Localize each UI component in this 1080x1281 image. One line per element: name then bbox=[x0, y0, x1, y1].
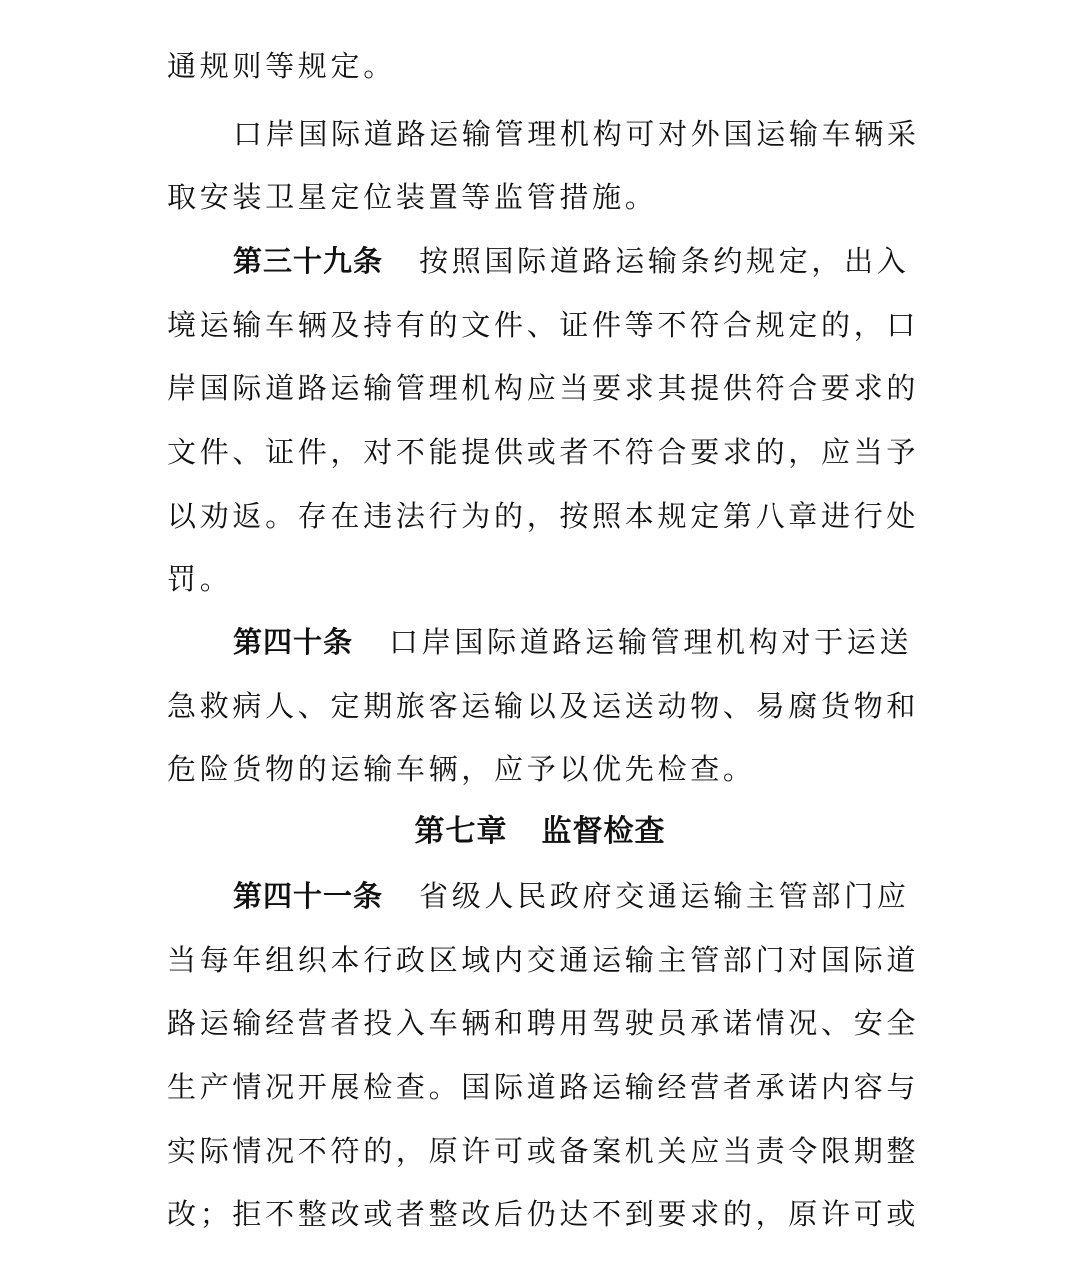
chapter-title: 监督检查 bbox=[541, 814, 666, 849]
paragraph-line bbox=[167, 749, 927, 789]
paragraph-line bbox=[167, 496, 927, 536]
text-line: 口岸国际道路运输管理机构对于运送 bbox=[389, 625, 913, 659]
text-line: 生产情况开展检查。国际道路运输经营者承诺内容与 bbox=[167, 1070, 920, 1104]
paragraph-line bbox=[167, 1003, 927, 1043]
text-line: 改；拒不整改或者整改后仍达不到要求的，原许可或 bbox=[167, 1197, 920, 1231]
text-line: 实际情况不符的，原许可或备案机关应当责令限期整 bbox=[167, 1134, 920, 1168]
text-line: 以劝返。存在违法行为的，按照本规定第八章进行处 bbox=[167, 499, 920, 533]
text-line: 路运输经营者投入车辆和聘用驾驶员承诺情况、安全 bbox=[167, 1006, 920, 1040]
paragraph-line bbox=[167, 559, 927, 599]
text-line: 罚。 bbox=[167, 562, 233, 596]
text-line: 省级人民政府交通运输主管部门应 bbox=[419, 879, 910, 913]
paragraph-line bbox=[167, 1067, 927, 1107]
article-40-line bbox=[233, 622, 933, 662]
article-39-line bbox=[233, 241, 933, 281]
text-line: 按照国际道路运输条约规定，出入 bbox=[419, 244, 910, 278]
paragraph-line bbox=[167, 177, 927, 217]
paragraph-line bbox=[167, 46, 927, 86]
chapter-heading bbox=[0, 810, 1080, 854]
paragraph-line bbox=[167, 686, 927, 726]
article-39-heading: 第三十九条 bbox=[233, 244, 384, 278]
paragraph-line bbox=[167, 1131, 927, 1171]
text-line: 危险货物的运输车辆，应予以优先检查。 bbox=[167, 752, 756, 786]
text-line: 岸国际道路运输管理机构应当要求其提供符合要求的 bbox=[167, 371, 920, 405]
paragraph-line bbox=[167, 1194, 927, 1234]
paragraph-line bbox=[167, 940, 927, 980]
article-41-heading: 第四十一条 bbox=[233, 879, 384, 913]
text-line: 取安装卫星定位装置等监管措施。 bbox=[167, 180, 658, 214]
text-line: 急救病人、定期旅客运输以及运送动物、易腐货物和 bbox=[167, 689, 920, 723]
article-41-line bbox=[233, 876, 933, 916]
paragraph-line bbox=[233, 114, 933, 154]
text-line: 境运输车辆及持有的文件、证件等不符合规定的，口 bbox=[167, 308, 920, 342]
text-line: 当每年组织本行政区域内交通运输主管部门对国际道 bbox=[167, 943, 920, 977]
paragraph-line bbox=[167, 368, 927, 408]
text-line: 口岸国际道路运输管理机构可对外国运输车辆采 bbox=[233, 117, 920, 151]
paragraph-line bbox=[167, 432, 927, 472]
paragraph-line bbox=[167, 305, 927, 345]
text-line: 文件、证件，对不能提供或者不符合要求的，应当予 bbox=[167, 435, 920, 469]
chapter-number: 第七章 bbox=[414, 814, 508, 849]
text-line: 通规则等规定。 bbox=[167, 49, 396, 83]
article-40-heading: 第四十条 bbox=[233, 625, 354, 659]
